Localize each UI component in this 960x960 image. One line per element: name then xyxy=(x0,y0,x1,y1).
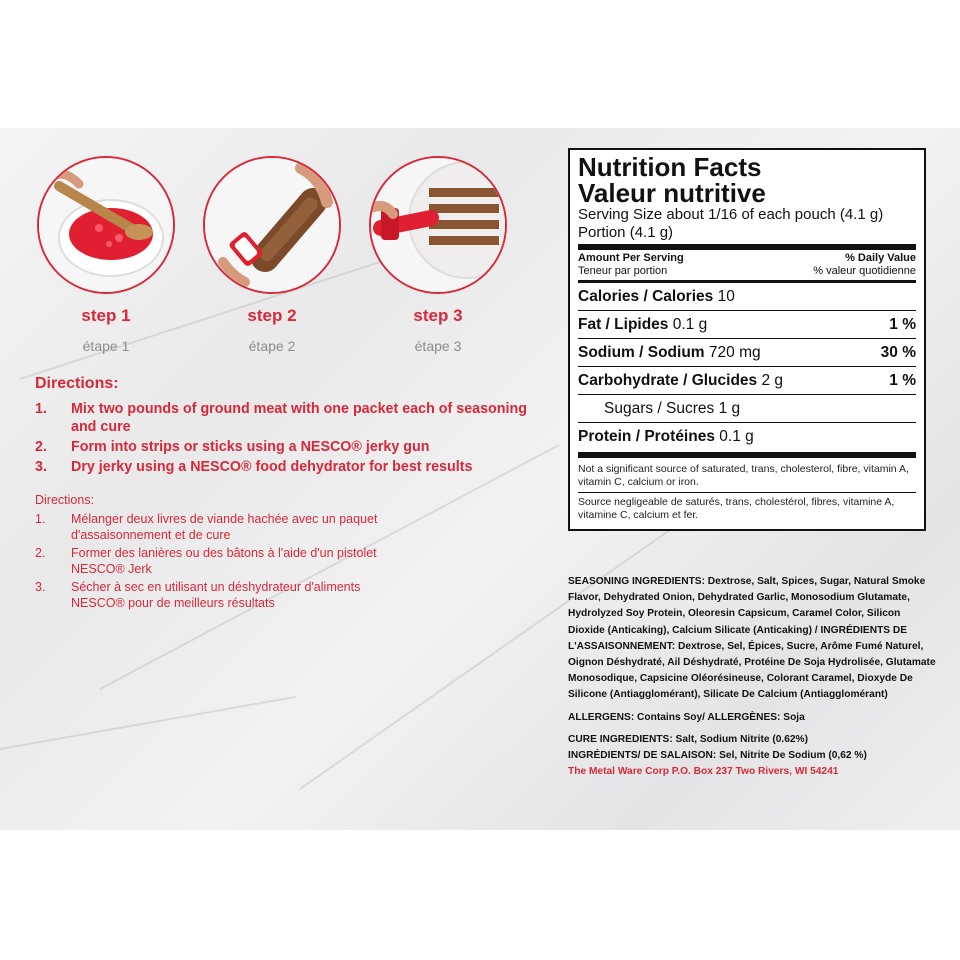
nutrition-facts-table xyxy=(568,148,926,531)
direction-fr-number: 2. xyxy=(35,546,46,560)
nutrient-name: Sugars / Sucres xyxy=(604,400,715,417)
nutrient-dv: 1 % xyxy=(889,372,916,389)
step-3-image xyxy=(369,156,507,294)
directions-title: Directions: xyxy=(35,375,119,392)
directions-list xyxy=(35,400,535,478)
step-1 xyxy=(36,156,176,354)
nutrient-row-calories xyxy=(578,283,916,310)
step-3-label: step 3 xyxy=(413,306,463,325)
step-3-label-fr: étape 3 xyxy=(414,338,462,354)
direction-number: 1. xyxy=(35,401,47,417)
direction-fr-text: Mélanger deux livres de viande hachée avec un paquet d'assaisonnement et de cure xyxy=(71,512,378,542)
ingredients-block xyxy=(568,574,938,780)
direction-fr-number: 1. xyxy=(35,512,46,526)
teneur-par-portion: Teneur par portion xyxy=(578,265,668,277)
marble-vein xyxy=(0,696,296,750)
directions-fr-list xyxy=(35,512,395,614)
daily-value-header: % Daily Value xyxy=(845,252,916,264)
cure-ingredients-fr: INGRÉDIENTS/ DE SALAISON: Sel, Nitrite De Sodium (0,62 %) xyxy=(568,750,867,762)
nutrient-dv: 1 % xyxy=(889,316,916,333)
nutrient-amount: 2 g xyxy=(761,372,784,389)
nutrient-amount: 10 xyxy=(717,288,735,305)
nutrient-row-sodium xyxy=(578,339,916,366)
marble-panel xyxy=(0,128,960,830)
nutrient-row-carbohydrate xyxy=(578,367,916,394)
allergens: ALLERGENS: Contains Soy/ ALLERGÈNES: Soja xyxy=(568,711,805,723)
direction-item xyxy=(35,458,535,476)
footnote-fr: Source negligeable de saturés, trans, cholestérol, fibres, vitamine A, vitamine C, calcium et fer. xyxy=(578,496,895,521)
step-3 xyxy=(368,156,508,354)
jerky-gun-icon xyxy=(205,158,339,292)
direction-fr-item xyxy=(35,546,395,577)
direction-item xyxy=(35,400,535,436)
direction-fr-item xyxy=(35,512,395,543)
valeur-quotidienne-header: % valeur quotidienne xyxy=(813,265,916,277)
footnote-en: Not a significant source of saturated, trans, cholesterol, fibre, vitamin A, vitamin C, calcium or iron. xyxy=(578,463,909,488)
direction-fr-item xyxy=(35,580,395,611)
cure-ingredients: CURE INGREDIENTS: Salt, Sodium Nitrite (0.62%) xyxy=(568,733,809,745)
direction-fr-text: Former des lanières ou des bâtons à l'aide d'un pistolet NESCO® Jerk xyxy=(71,546,377,576)
amount-header xyxy=(578,252,916,265)
step-1-label: step 1 xyxy=(81,306,131,325)
divider xyxy=(578,244,916,250)
nutrient-name: Carbohydrate / Glucides xyxy=(578,372,758,389)
nutrient-amount: 0.1 g xyxy=(719,428,754,445)
direction-number: 3. xyxy=(35,459,47,475)
nutrient-name: Sodium / Sodium xyxy=(578,344,705,361)
directions-fr-title: Directions: xyxy=(35,493,95,507)
nutrient-name: Fat / Lipides xyxy=(578,316,669,333)
seasoning-ingredients: SEASONING INGREDIENTS: Dextrose, Salt, Spices, Sugar, Natural Smoke Flavor, Dehydrated Onion, Dehydrated Garlic, Monosodium Glutamate, Hydrolyzed Soy Protein, Oleoresin Capsicum, Caramel Color, Silicon Dioxide (Anticaking), Calcium Silicate (Anticaking) / INGRÉDIENTS DE L'ASSAISONNEMENT: Dextrose, Sel, Épices, Sucre, Arôme Fumé Naturel, Oignon Déshydraté, Ail Déshydraté, Protéine De Soja Hydrolisée, Glutamate Monosodique, Capsicine Oléorésineuse, Colorant Caramel, Dioxyde De Silicone (Antiagglomérant), Silicate De Calcium (Antiagglomérant) xyxy=(568,576,936,701)
direction-text: Mix two pounds of ground meat with one packet each of seasoning and cure xyxy=(71,401,527,435)
nutrient-row-fat xyxy=(578,311,916,338)
nutrient-dv: 30 % xyxy=(880,344,916,361)
nutrient-name: Protein / Protéines xyxy=(578,428,715,445)
nutrition-title-fr: Valeur nutritive xyxy=(578,178,766,208)
amount-header-fr xyxy=(578,265,916,280)
step-2-label: step 2 xyxy=(247,306,297,325)
direction-fr-text: Sécher à sec en utilisant un déshydrateur d'aliments NESCO® pour de meilleurs résultats xyxy=(71,580,361,610)
divider xyxy=(578,452,916,458)
direction-item xyxy=(35,438,535,456)
direction-text: Dry jerky using a NESCO® food dehydrator for best results xyxy=(71,459,473,475)
direction-number: 2. xyxy=(35,439,47,455)
step-2-image xyxy=(203,156,341,294)
amount-per-serving: Amount Per Serving xyxy=(578,252,684,264)
direction-fr-number: 3. xyxy=(35,580,46,594)
nutrient-amount: 0.1 g xyxy=(672,316,708,333)
bowl-with-meat-icon xyxy=(39,158,173,292)
step-2-label-fr: étape 2 xyxy=(248,338,296,354)
direction-text: Form into strips or sticks using a NESCO® jerky gun xyxy=(71,439,430,455)
nutrient-amount: 1 g xyxy=(718,400,741,417)
manufacturer-address: The Metal Ware Corp P.O. Box 237 Two Rivers, WI 54241 xyxy=(568,766,839,778)
dehydrator-tray-icon xyxy=(371,158,505,292)
step-1-image xyxy=(37,156,175,294)
nutrient-amount: 720 mg xyxy=(708,344,761,361)
serving-size: Serving Size about 1/16 of each pouch (4.1 g) xyxy=(578,206,884,223)
portion: Portion (4.1 g) xyxy=(578,224,674,241)
nutrient-row-protein xyxy=(578,423,916,450)
step-2 xyxy=(202,156,342,354)
step-1-label-fr: étape 1 xyxy=(82,338,130,354)
nutrient-row-sugars xyxy=(578,395,916,422)
nutrition-title-en: Nutrition Facts xyxy=(578,152,762,182)
nutrient-name: Calories / Calories xyxy=(578,288,714,305)
